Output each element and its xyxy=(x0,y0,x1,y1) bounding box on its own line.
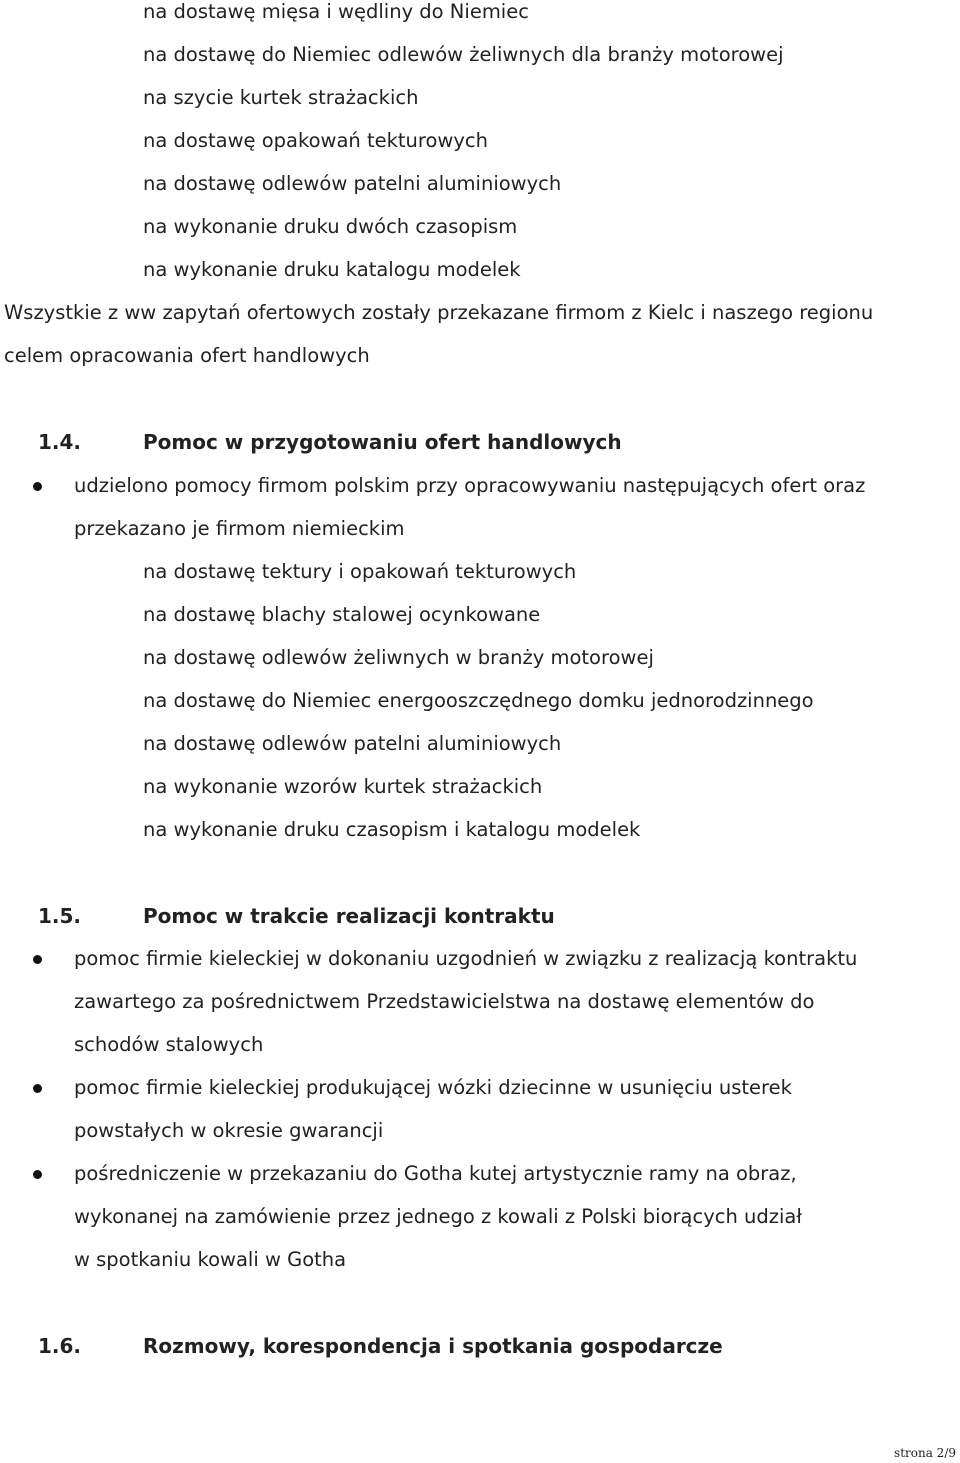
list-item: na dostawę mięsa i wędliny do Niemiec xyxy=(143,0,529,23)
bullet-text-line: udzielono pomocy firmom polskim przy opracowywaniu następujących ofert oraz xyxy=(74,474,866,497)
list-item: na wykonanie druku katalogu modelek xyxy=(143,258,521,281)
bullet-text-line: w spotkaniu kowali w Gotha xyxy=(74,1248,347,1271)
list-item: na dostawę do Niemiec energooszczędnego domku jednorodzinnego xyxy=(143,689,814,712)
bullet-text-line: pomoc firmie kieleckiej produkującej wózki dziecinne w usunięciu usterek xyxy=(74,1076,792,1099)
list-item: na wykonanie druku dwóch czasopism xyxy=(143,215,518,238)
bullet-dot xyxy=(33,1084,42,1093)
list-item: na wykonanie wzorów kurtek strażackich xyxy=(143,775,543,798)
list-item: na dostawę do Niemiec odlewów żeliwnych dla branży motorowej xyxy=(143,43,784,66)
section-number: 1.4. xyxy=(38,430,82,454)
bullet-text-line: pomoc firmie kieleckiej w dokonaniu uzgodnień w związku z realizacją kontraktu xyxy=(74,947,858,970)
section-number: 1.6. xyxy=(38,1334,82,1358)
summary-line: Wszystkie z ww zapytań ofertowych zostały przekazane firmom z Kielc i naszego regionu xyxy=(4,301,874,324)
bullet-dot xyxy=(33,955,42,964)
page-number: strona 2/9 xyxy=(894,1446,956,1460)
list-item: na szycie kurtek strażackich xyxy=(143,86,419,109)
list-item: na dostawę odlewów patelni aluminiowych xyxy=(143,732,562,755)
bullet-text-line: przekazano je firmom niemieckim xyxy=(74,517,405,540)
bullet-text-line: powstałych w okresie gwarancji xyxy=(74,1119,384,1142)
list-item: na dostawę odlewów żeliwnych w branży motorowej xyxy=(143,646,654,669)
list-item: na dostawę blachy stalowej ocynkowane xyxy=(143,603,541,626)
summary-line: celem opracowania ofert handlowych xyxy=(4,344,370,367)
section-title: Pomoc w przygotowaniu ofert handlowych xyxy=(143,430,622,454)
list-item: na dostawę tektury i opakowań tekturowych xyxy=(143,560,577,583)
bullet-text-line: zawartego za pośrednictwem Przedstawicielstwa na dostawę elementów do xyxy=(74,990,815,1013)
bullet-text-line: pośredniczenie w przekazaniu do Gotha kutej artystycznie ramy na obraz, xyxy=(74,1162,797,1185)
section-title: Rozmowy, korespondencja i spotkania gospodarcze xyxy=(143,1334,723,1358)
bullet-dot xyxy=(33,1170,42,1179)
bullet-text-line: wykonanej na zamówienie przez jednego z kowali z Polski biorących udział xyxy=(74,1205,802,1228)
list-item: na dostawę opakowań tekturowych xyxy=(143,129,488,152)
bullet-dot xyxy=(33,482,42,491)
list-item: na dostawę odlewów patelni aluminiowych xyxy=(143,172,562,195)
bullet-text-line: schodów stalowych xyxy=(74,1033,264,1056)
section-title: Pomoc w trakcie realizacji kontraktu xyxy=(143,904,555,928)
section-number: 1.5. xyxy=(38,904,82,928)
list-item: na wykonanie druku czasopism i katalogu modelek xyxy=(143,818,641,841)
